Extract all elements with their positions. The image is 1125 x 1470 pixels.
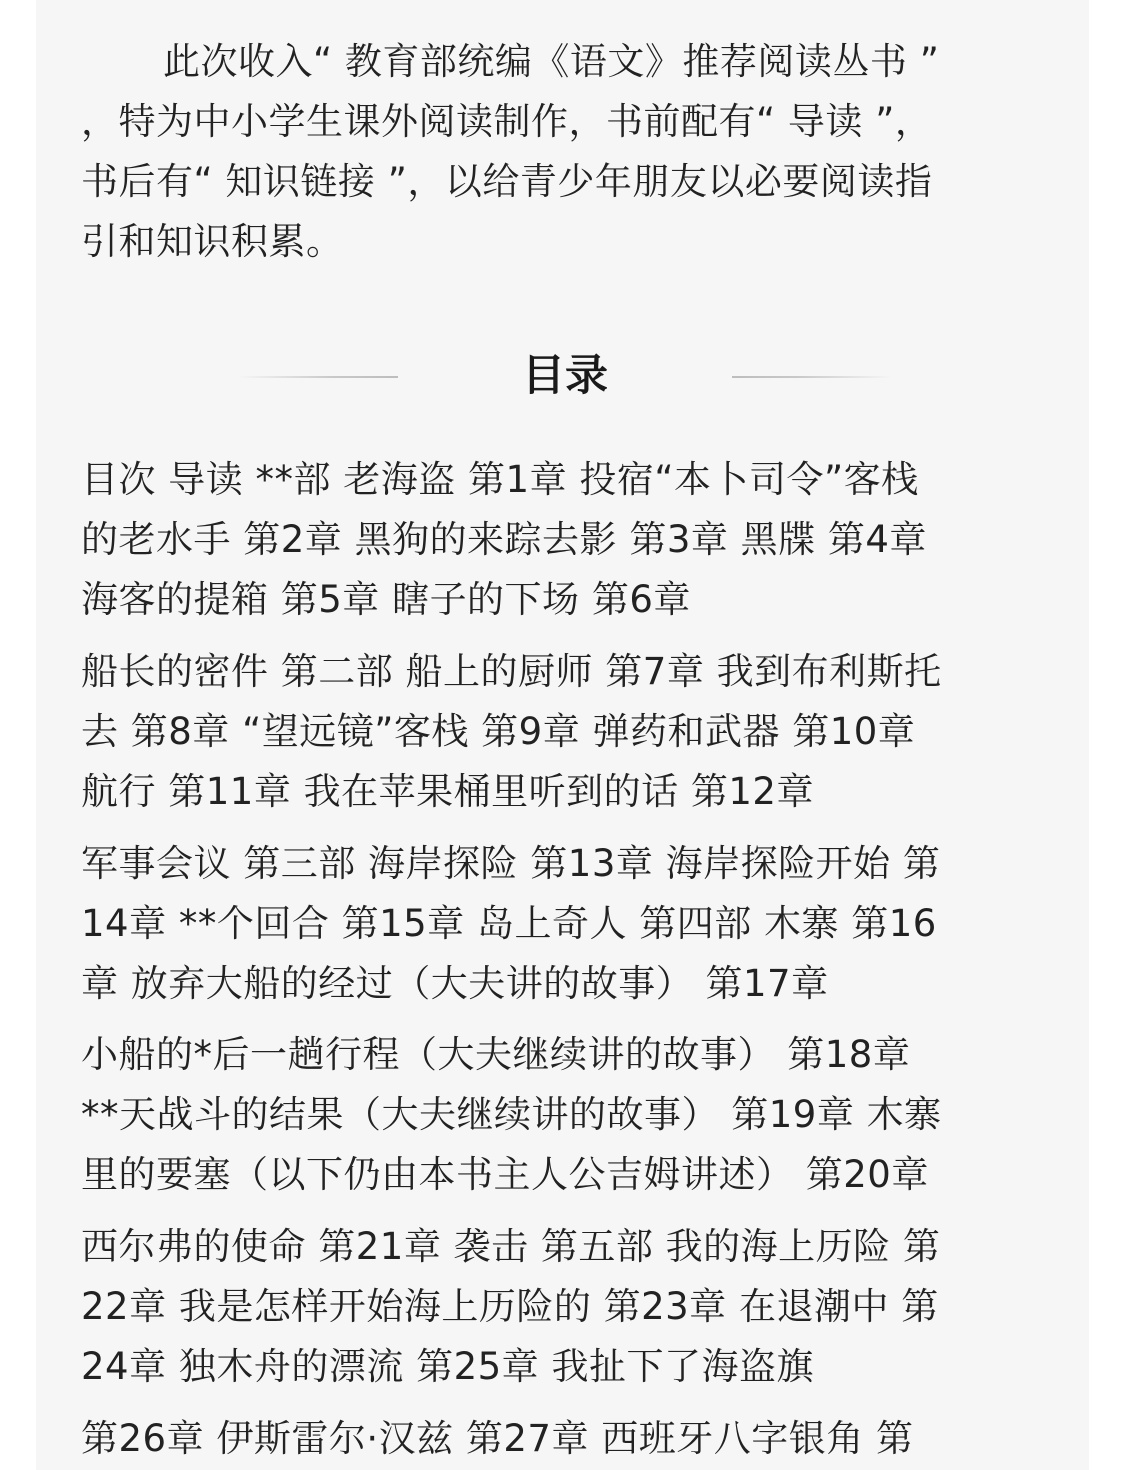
toc-title: 目录 [522,351,608,401]
toc-paragraph-3: 军事会议 第三部 海岸探险 第13章 海岸探险开始 第 14章 **个回合 第15章 岛上奇人 第四部 木寨 第16 章 放弃大船的经过（大夫讲的故事） 第17章 [81,842,941,1005]
toc-header [81,340,1049,412]
toc-paragraph-6: 第26章 伊斯雷尔·汉兹 第27章 西班牙八字银角 第 [81,1417,914,1460]
toc-paragraph-5: 西尔弗的使命 第21章 袭击 第五部 我的海上历险 第 22章 我是怎样开始海上历险的 第23章 在退潮中 第 24章 独木舟的漂流 第25章 我扯下了海盗旗 [81,1225,941,1388]
toc-paragraph-2: 船长的密件 第二部 船上的厨师 第7章 我到布利斯托 去 第8章 “望远镜”客栈 第9章 弹药和武器 第10章 航行 第11章 我在苹果桶里听到的话 第12章 [81,650,942,813]
toc-paragraph-4: 小船的*后一趟行程（大夫继续讲的故事） 第18章 **天战斗的结果（大夫继续讲的故事） 第19章 木寨 里的要塞（以下仍由本书主人公吉姆讲述） 第20章 [81,1033,942,1196]
intro-paragraph: 此次收入“ 教育部统编《语文》推荐阅读丛书 ” ，特为中小学生课外阅读制作，书前配有“ 导读 ”， 书后有“ 知识链接 ”，以给青少年朋友以必要阅读指 引和知识积累。 [81,40,940,263]
article-card [36,0,1089,1470]
toc-paragraph-1: 目次 导读 **部 老海盗 第1章 投宿“本卜司令”客栈 的老水手 第2章 黑狗的来踪去影 第3章 黑牒 第4章 海客的提箱 第5章 瞎子的下场 第6章 [81,458,927,621]
divider-right [732,376,892,378]
